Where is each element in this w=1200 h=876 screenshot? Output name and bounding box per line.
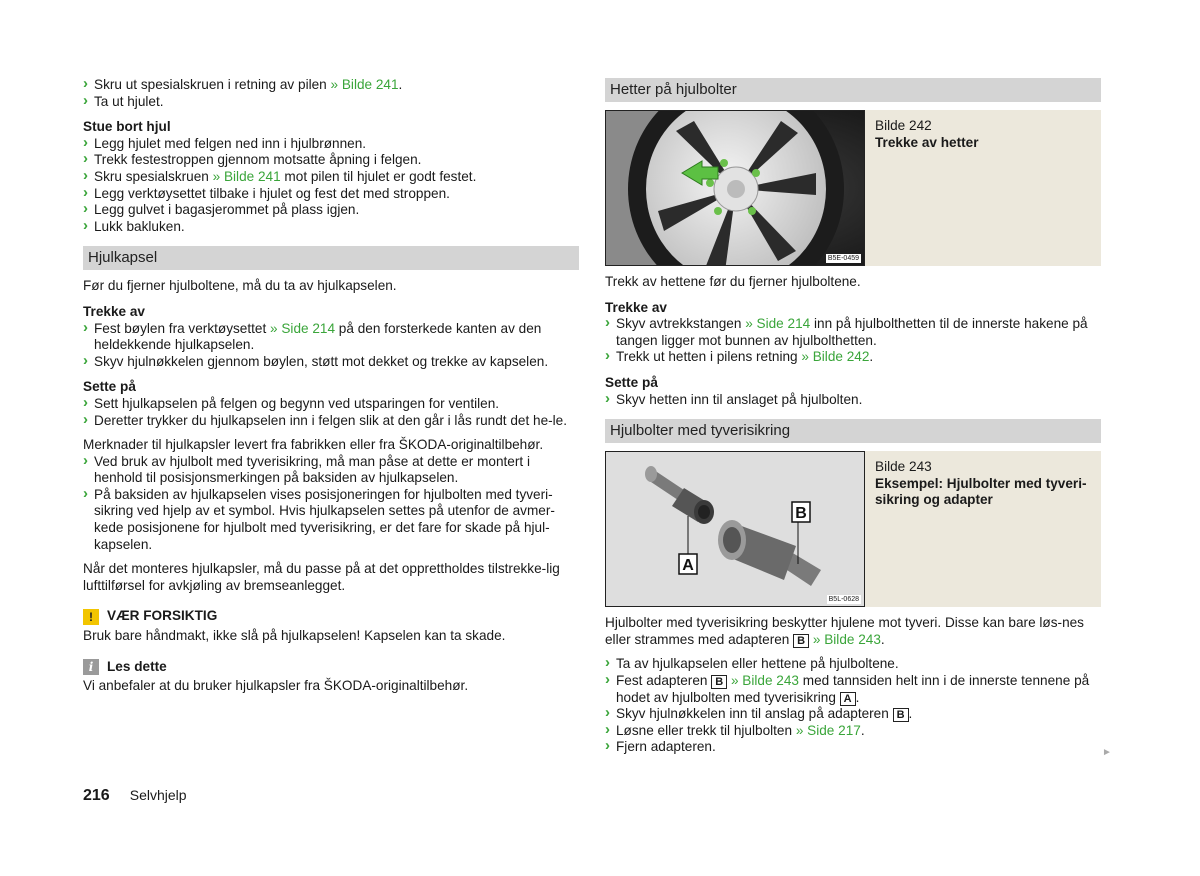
section-intro: Før du fjerner hjulboltene, må du ta av hjulkapselen. [83, 278, 397, 294]
right-column [605, 77, 1101, 756]
step-item: › Legg gulvet i bagasjerommet på plass igjen. [83, 202, 579, 219]
fit-title: Sette på [83, 379, 136, 395]
airflow-text: Når det monteres hjulkapsler, må du passe på at det opprettholdes tilstrekke-lig lufttilførsel for avkjøling av bremseanlegget. [83, 561, 560, 593]
intro-243: Hjulbolter med tyverisikring beskytter hjulene mot tyveri. Disse kan bare løs-nes eller strammes med adapteren B » Bilde 243. [605, 615, 1084, 647]
section-title-tyverisikring: Hjulbolter med tyverisikring [605, 419, 1101, 443]
remove-title: Trekke av [83, 303, 145, 319]
info-heading [83, 659, 579, 676]
left-column [83, 77, 579, 695]
label-b-inline: B [793, 634, 809, 648]
step-item: › Legg hjulet med felgen ned inn i hjulbrønnen. [83, 136, 579, 153]
step-item: › Trekk festestroppen gjennom motsatte åpning i felgen. [83, 152, 579, 169]
figure-title: Trekke av hetter [875, 134, 979, 150]
cross-reference-link[interactable]: » Bilde 241 [212, 168, 281, 184]
step-item: › Ved bruk av hjulbolt med tyverisikring, må man påse at dette er montert i henhold til posisjonsmerkingen på baksiden av hjulkapselen. [83, 454, 579, 487]
footer-section: Selvhjelp [129, 787, 187, 803]
image-code: B5E-0459 [827, 255, 859, 262]
step-5: › Fjern adapteren. [605, 739, 1101, 756]
step-item: › Sett hjulkapselen på felgen og begynn ved utsparingen for ventilen. [83, 396, 579, 413]
bolts-image [605, 451, 865, 607]
link-side-217[interactable]: » Side 217 [795, 722, 861, 738]
figure-243 [605, 451, 1101, 607]
section-title-hetter: Hetter på hjulbolter [605, 78, 1101, 102]
link-bilde-243[interactable]: » Bilde 243 [812, 631, 881, 647]
page-number: 216 [83, 787, 110, 804]
cross-reference-link[interactable]: » Bilde 242 [801, 349, 870, 365]
page-footer [83, 787, 187, 805]
wheel-illustration [606, 111, 864, 265]
caution-heading [83, 608, 579, 625]
step-item: › Skru spesialskruen » Bilde 241 mot pilen til hjulet er godt festet. [83, 169, 579, 186]
label-a-inline: A [840, 692, 856, 706]
image-code: B5L-0628 [828, 596, 859, 604]
step-item: › Fest bøylen fra verktøysettet » Side 214 på den forsterkede kanten av den heldekkende hjulkapselen. [83, 321, 579, 354]
remove-steps [83, 321, 579, 371]
figure-number: Bilde 242 [875, 118, 932, 133]
wheel-image [605, 110, 865, 266]
step-2: › Fest adapteren B » Bilde 243 med tannsiden helt inn i de innerste tennene på hodet av hjulbolten med tyverisikring A . [605, 673, 1101, 706]
step-item: › Deretter trykker du hjulkapselen inn i felgen slik at den går i lås rundt det he-le. [83, 413, 579, 430]
continue-arrow-icon: ► [1102, 747, 1112, 758]
cross-reference-link[interactable]: » Side 214 [270, 320, 336, 336]
remove-steps [605, 316, 1101, 366]
fit-steps [83, 396, 579, 429]
step-item: › Ta ut hjulet. [83, 94, 579, 111]
label-b-inline: B [711, 675, 727, 689]
step-1: › Ta av hjulkapselen eller hettene på hjulboltene. [605, 656, 1101, 673]
label-b-inline: B [893, 708, 909, 722]
intro-steps [83, 77, 579, 110]
step-item: › Skyv hjulnøkkelen gjennom bøylen, støtt mot dekket og trekke av kapselen. [83, 354, 579, 371]
step-item: › Skyv avtrekkstangen » Side 214 inn på hjulbolthetten til de innerste hakene på tangen ligger mot bunnen av hjulbolthetten. [605, 316, 1101, 349]
label-b: B [795, 505, 807, 523]
caution-title: VÆR FORSIKTIG [107, 608, 218, 624]
step-item: › Legg verktøysettet tilbake i hjulet og fest det med stroppen. [83, 186, 579, 203]
step-4: › Løsne eller trekk til hjulbolten » Side 217. [605, 723, 1101, 740]
notes-intro: Merknader til hjulkapsler levert fra fabrikken eller fra ŠKODA-originaltilbehør. [83, 437, 544, 453]
figure-242-caption [865, 110, 1101, 266]
step-item: › Skyv hetten inn til anslaget på hjulbolten. [605, 392, 1101, 409]
bolts-illustration [606, 452, 864, 606]
section-title-hjulkapsel: Hjulkapsel [83, 246, 579, 270]
step-3: › Skyv hjulnøkkelen inn til anslag på adapteren B . [605, 706, 1101, 723]
label-a: A [682, 557, 694, 575]
cross-reference-link[interactable]: » Side 214 [745, 316, 811, 332]
step-item: › Lukk bakluken. [83, 219, 579, 236]
step-item: › Skru ut spesialskruen i retning av pilen » Bilde 241. [83, 77, 579, 94]
figure-242 [605, 110, 1101, 266]
info-text: Vi anbefaler at du bruker hjulkapsler fra ŠKODA-originaltilbehør. [83, 678, 469, 694]
fit-title: Sette på [605, 374, 658, 390]
caution-text: Bruk bare håndmakt, ikke slå på hjulkapselen! Kapselen kan ta skade. [83, 628, 506, 644]
figure-number: Bilde 243 [875, 459, 932, 475]
info-title: Les dette [107, 658, 167, 674]
info-icon: i [83, 659, 99, 675]
remove-title: Trekke av [605, 299, 667, 315]
figure-243-caption [865, 451, 1101, 607]
step-item: › På baksiden av hjulkapselen vises posisjoneringen for hjulbolten med tyveri-sikring ved hjelp av et symbol. Hvis hjulkapselen settes på utenfor de avmer-kede posisjonene for hjulbolt med tyverisikring, er det fare for skade på hjul-kapselen. [83, 487, 579, 553]
fig242-text: Trekk av hettene før du fjerner hjulboltene. [605, 274, 861, 289]
fit-steps [605, 392, 1101, 409]
notes-list [83, 454, 579, 554]
warning-icon: ! [83, 609, 99, 625]
figure-title: Eksempel: Hjulbolter med tyveri-sikring og adapter [875, 475, 1087, 508]
store-title: Stue bort hjul [83, 119, 171, 135]
link-bilde-243[interactable]: » Bilde 243 [730, 672, 799, 688]
cross-reference-link[interactable]: » Bilde 241 [330, 77, 399, 92]
step-item: › Trekk ut hetten i pilens retning » Bilde 242. [605, 349, 1101, 366]
store-steps [83, 136, 579, 236]
